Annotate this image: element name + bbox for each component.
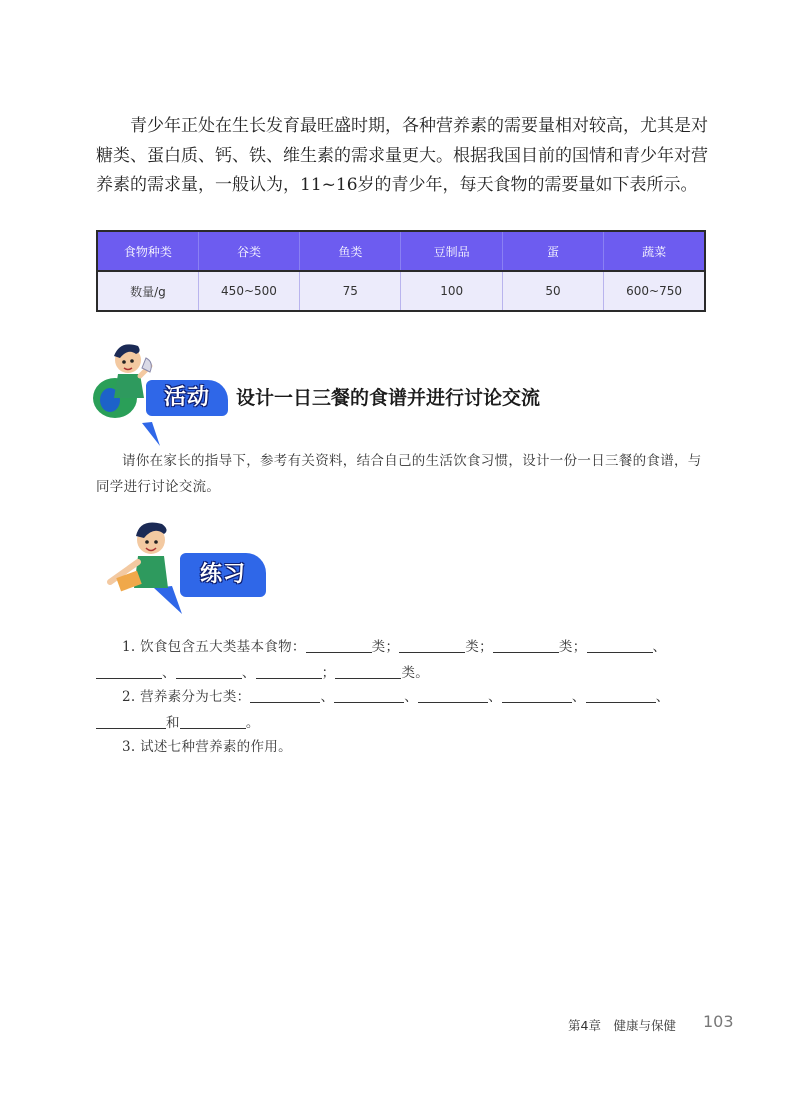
practice-badge: 练习 [180, 553, 266, 597]
answer-blank[interactable] [250, 688, 320, 703]
exercise-2-separator: 、 [488, 689, 502, 705]
answer-blank[interactable] [587, 638, 653, 653]
exercise-1-separator: 类； [465, 639, 493, 655]
answer-blank[interactable] [96, 664, 162, 679]
activity-title: 设计一日三餐的食谱并进行讨论交流 [236, 387, 541, 409]
answer-blank[interactable] [306, 638, 372, 653]
table-header: 蔬菜 [604, 231, 705, 271]
answer-blank[interactable] [334, 688, 404, 703]
intro-paragraph [96, 112, 708, 201]
exercise-2 [96, 684, 708, 736]
answer-blank[interactable] [493, 638, 559, 653]
table-header-row [97, 231, 705, 271]
table-cell: 50 [502, 271, 603, 311]
exercise-2-separator: 、 [655, 689, 670, 705]
exercise-1 [96, 634, 708, 686]
answer-blank[interactable] [176, 664, 242, 679]
answer-blank[interactable] [586, 688, 656, 703]
exercise-1-semicolon: ； [321, 665, 336, 681]
answer-blank[interactable] [256, 664, 322, 679]
intro-text: 青少年正处在生长发育最旺盛时期，各种营养素的需要量相对较高，尤其是对糖类、蛋白质、钙、铁、维生素的需求量更大。根据我国目前的国情和青少年对营养素的需求量，一般认为，11~16岁的青少年，每天食物的需要量如下表所示。 [96, 116, 708, 195]
exercise-2-and: 和 [166, 715, 180, 731]
answer-blank[interactable] [96, 714, 166, 729]
exercise-2-end: 。 [245, 715, 260, 731]
exercise-1-separator: 类； [558, 639, 587, 655]
footer-chapter: 第4章 健康与保健 [568, 1018, 676, 1033]
table-cell: 数量/g [97, 271, 198, 311]
exercise-2-lead: 2. 营养素分为七类： [122, 689, 251, 705]
exercise-1-comma: 、 [652, 639, 667, 655]
table-cell: 100 [401, 271, 502, 311]
exercise-2-separator: 、 [404, 689, 419, 705]
activity-text: 请你在家长的指导下，参考有关资料，结合自己的生活饮食习惯，设计一份一日三餐的食谱，与同学进行讨论交流。 [96, 453, 702, 495]
table-cell: 450~500 [198, 271, 299, 311]
table-cell: 75 [300, 271, 401, 311]
table-header: 谷类 [198, 231, 299, 271]
table-row [97, 271, 705, 311]
answer-blank[interactable] [502, 688, 572, 703]
table-header: 蛋 [502, 231, 603, 271]
page-number: 103 [703, 1012, 734, 1031]
food-table [96, 230, 706, 312]
table-header: 鱼类 [300, 231, 401, 271]
exercise-1-separator: 类； [371, 639, 400, 655]
exercise-2-separator: 、 [571, 689, 586, 705]
activity-badge: 活动 [146, 380, 228, 416]
answer-blank[interactable] [335, 664, 401, 679]
exercise-2-separator: 、 [320, 689, 335, 705]
answer-blank[interactable] [418, 688, 488, 703]
answer-blank[interactable] [399, 638, 465, 653]
exercise-1-comma: 、 [241, 665, 256, 681]
table-header: 豆制品 [401, 231, 502, 271]
table-header: 食物种类 [97, 231, 198, 271]
exercise-1-end: 类。 [401, 665, 430, 681]
exercise-1-lead: 1. 饮食包含五大类基本食物： [122, 639, 306, 655]
exercise-1-comma: 、 [162, 665, 176, 681]
exercise-3: 3. 试述七种营养素的作用。 [122, 739, 292, 755]
table-cell: 600~750 [604, 271, 705, 311]
answer-blank[interactable] [180, 714, 246, 729]
